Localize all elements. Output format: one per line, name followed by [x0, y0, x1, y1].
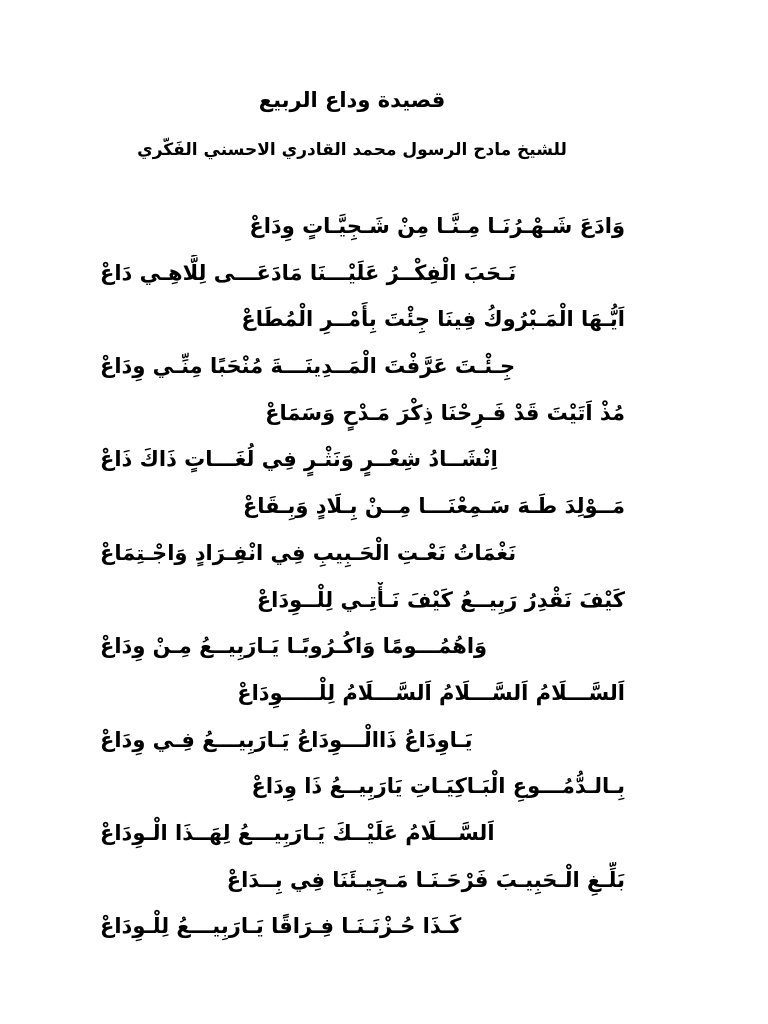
verse-line: وَادَعَ شَـهْـرُنَـا مِـنَّـا مِنْ شَـجِيَّـاتٍ وِدَاعْ — [249, 214, 625, 238]
verse-line: بَلِّـغِ الْـحَبِيـبَ فَرْحَـنَـا مَـجِيـئَنَا فِي بِــدَاعْ — [226, 867, 625, 892]
verse-line: جِـئْـتَ عَرَّفْتَ الْمَــدِينَـــةَ مُنْحَبًا مِنِّـي وِدَاعْ — [100, 354, 516, 379]
poem-title: قصيدة وداع الربيع — [258, 88, 446, 112]
verse-line: وَاهُمُـــومًا وَاكُـرُوبًـا يَـارَبِيــعُ مِـنْ وِدَاعْ — [100, 634, 488, 659]
verse-line: يَـاوِدَاعُ ذَاالْـــوِدَاعُ يَـارَبِيـــعُ فِـي وِدَاعْ — [100, 727, 473, 752]
poem-author: للشيخ مادح الرسول محمد القادري الاحسني الفَكّري — [137, 140, 567, 160]
verse-line: اَيُّـهَا الْمَـبْرُوكُ فِينَا جِئْتَ بِأَمْــرِ الْمُطَاعْ — [241, 307, 625, 332]
poem-verses — [100, 208, 625, 955]
verse-line: كَـذَا حُـزْنَـنَـا فِـرَاقًا يَـارَبِيـــعُ لِلْـوِدَاعْ — [100, 914, 462, 939]
verse-line: نَغْمَاتُ نَعْـتِ الْحَـبِيبِ فِي انْفِـرَادٍ وَاجْـتِمَاعْ — [100, 540, 517, 565]
verse-line: مَــوْلِدَ طَـهَ سَـمِعْنَـــا مِــنْ بِـلَادٍ وَبِـقَاعْ — [242, 494, 625, 519]
verse-line: اَلسَّـــلَامُ عَلَيْــكَ يَـارَبِيـــعُ لِهَــذَا الْـوِدَاعْ — [100, 820, 495, 845]
verse-line: اَلسَّـــلَامُ اَلسَّـــلَامُ اَلسَّـــلَامُ لِلْـــــوِدَاعْ — [237, 680, 625, 705]
verse-line: كَيْفَ نَقْدِرُ رَبِيــعُ كَيْفَ نَـأْتِـي لِلْــوِدَاعْ — [256, 587, 625, 612]
verse-line: نَـحَبَ الْفِكْــرُ عَلَيْـــنَا مَادَعَـــى لِلَّاهِـي دَاعْ — [100, 260, 517, 285]
verse-line: بِـالـدُّمُـــوعِ الْبَـاكِيَـاتِ يَارَبِيــعُ ذَا وِدَاعْ — [251, 774, 625, 799]
verse-line: اِنْشَــادُ شِعْــرٍ وَنَثْـرٍ فِي لُغَـــاتٍ ذَاكَ ذَاعْ — [100, 447, 498, 472]
verse-line: مُذْ اَتَيْتَ قَدْ فَـرِحْنَا ذِكْرَ مَـدْحٍ وَسَمَاعْ — [265, 400, 625, 425]
